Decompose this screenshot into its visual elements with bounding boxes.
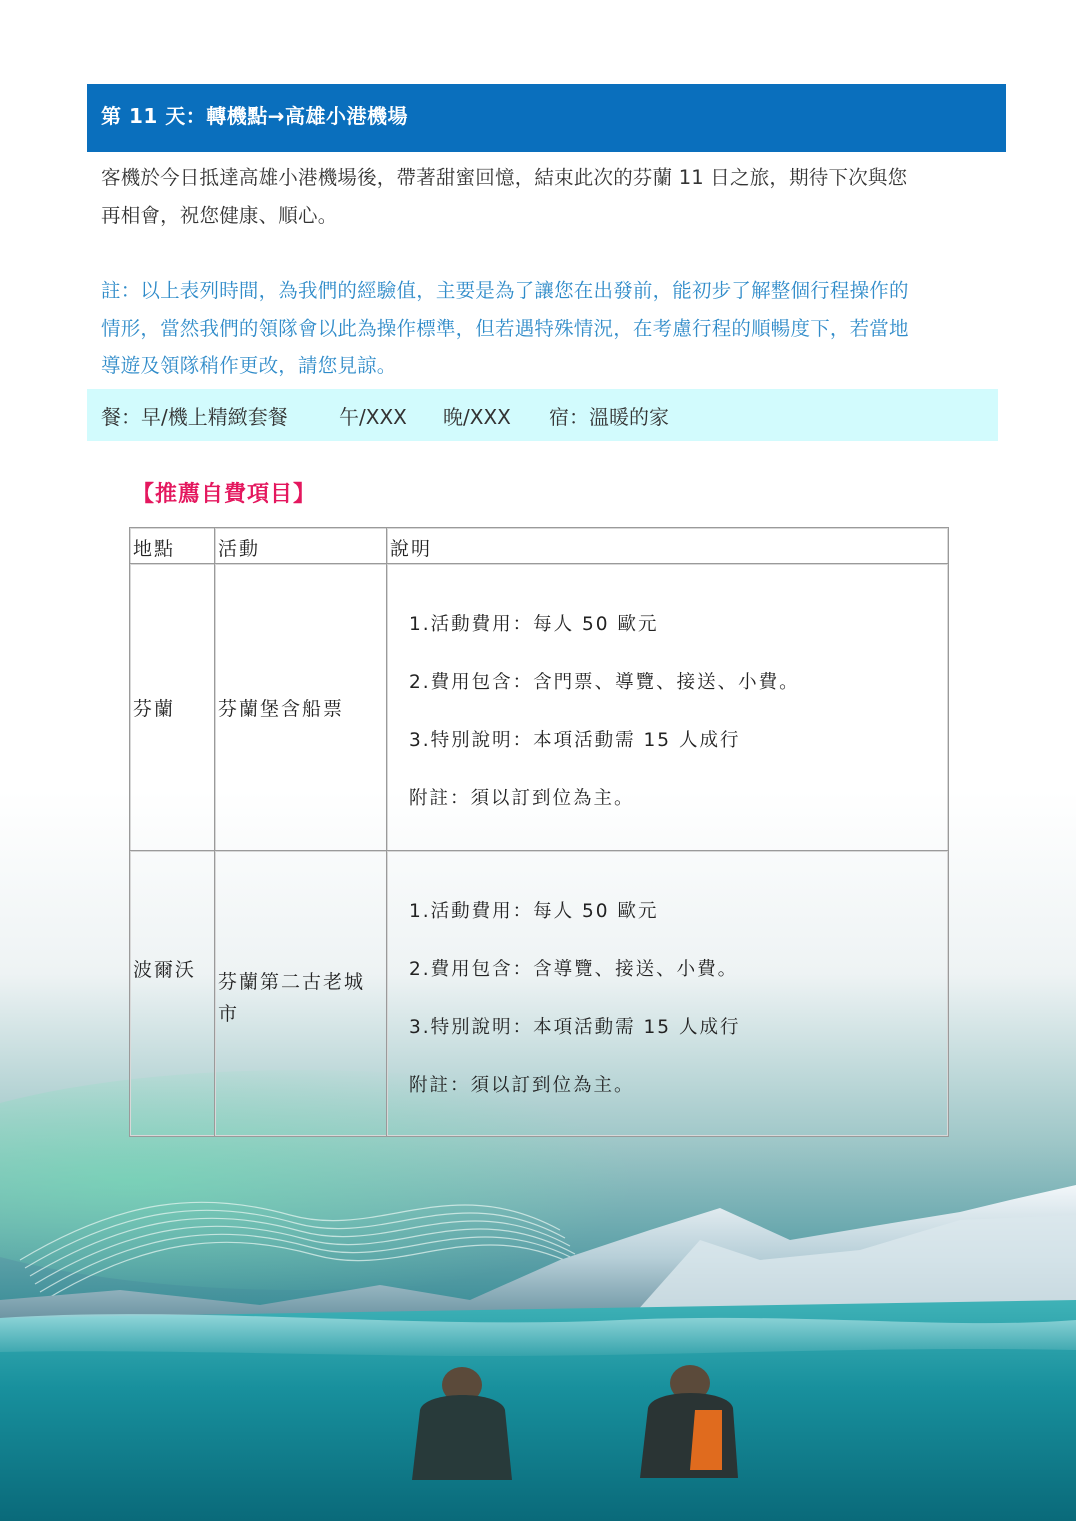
table-cell bbox=[214, 563, 388, 852]
meal-dinner: 晚/XXX bbox=[443, 405, 511, 429]
description-line: 客機於今日抵達高雄小港機場後，帶著甜蜜回憶，結束此次的芬蘭 11 日之旅，期待下次與您 bbox=[101, 166, 908, 189]
detail-includes: 2.費用包含：含導覽、接送、小費。 bbox=[409, 959, 739, 980]
meal-breakfast: 餐：早/機上精緻套餐 bbox=[101, 405, 288, 429]
table-row bbox=[129, 563, 216, 852]
detail-includes: 2.費用包含：含門票、導覽、接送、小費。 bbox=[409, 672, 800, 693]
table-header-cell bbox=[214, 527, 388, 565]
day-header-bar bbox=[87, 84, 1006, 152]
optional-activities-title: 【推薦自費項目】 bbox=[132, 482, 317, 507]
table-cell bbox=[386, 850, 949, 1137]
table-row bbox=[129, 850, 216, 1137]
header-location: 地點 bbox=[133, 538, 176, 560]
table-cell bbox=[386, 563, 949, 852]
note-line: 註：以上表列時間，為我們的經驗值，主要是為了讓您在出發前，能初步了解整個行程操作的 bbox=[101, 279, 909, 302]
row-location: 波爾沃 bbox=[133, 959, 197, 981]
day-description bbox=[101, 159, 996, 234]
detail-special: 3.特別說明：本項活動需 15 人成行 bbox=[409, 1017, 741, 1038]
description-line: 再相會，祝您健康、順心。 bbox=[101, 203, 338, 227]
table-cell bbox=[214, 850, 388, 1137]
note-line: 情形，當然我們的領隊會以此為操作標準，但若遇特殊情況，在考慮行程的順暢度下，若當地 bbox=[101, 316, 909, 340]
day-title: 第 11 天：轉機點→高雄小港機場 bbox=[101, 104, 409, 128]
meals-bar bbox=[87, 389, 998, 441]
row-activity: 芬蘭堡含船票 bbox=[218, 698, 345, 720]
header-activity: 活動 bbox=[218, 538, 261, 560]
detail-remark: 附註：須以訂到位為主。 bbox=[409, 1075, 635, 1096]
optional-activities-table bbox=[129, 527, 949, 1137]
row-location: 芬蘭 bbox=[133, 698, 176, 720]
detail-fee: 1.活動費用：每人 50 歐元 bbox=[409, 614, 659, 635]
detail-fee: 1.活動費用：每人 50 歐元 bbox=[409, 901, 659, 922]
row-activity-continued: 市 bbox=[218, 1003, 240, 1025]
meal-lunch: 午/XXX bbox=[339, 405, 407, 429]
detail-remark: 附註：須以訂到位為主。 bbox=[409, 788, 635, 809]
itinerary-note bbox=[101, 272, 996, 385]
header-description: 說明 bbox=[390, 538, 433, 560]
table-header-cell bbox=[129, 527, 216, 565]
detail-special: 3.特別說明：本項活動需 15 人成行 bbox=[409, 730, 741, 751]
row-activity: 芬蘭第二古老城 bbox=[218, 971, 366, 993]
note-line: 導遊及領隊稍作更改，請您見諒。 bbox=[101, 354, 397, 377]
hotel-info: 宿：溫暖的家 bbox=[549, 405, 669, 429]
table-header-cell bbox=[386, 527, 949, 565]
